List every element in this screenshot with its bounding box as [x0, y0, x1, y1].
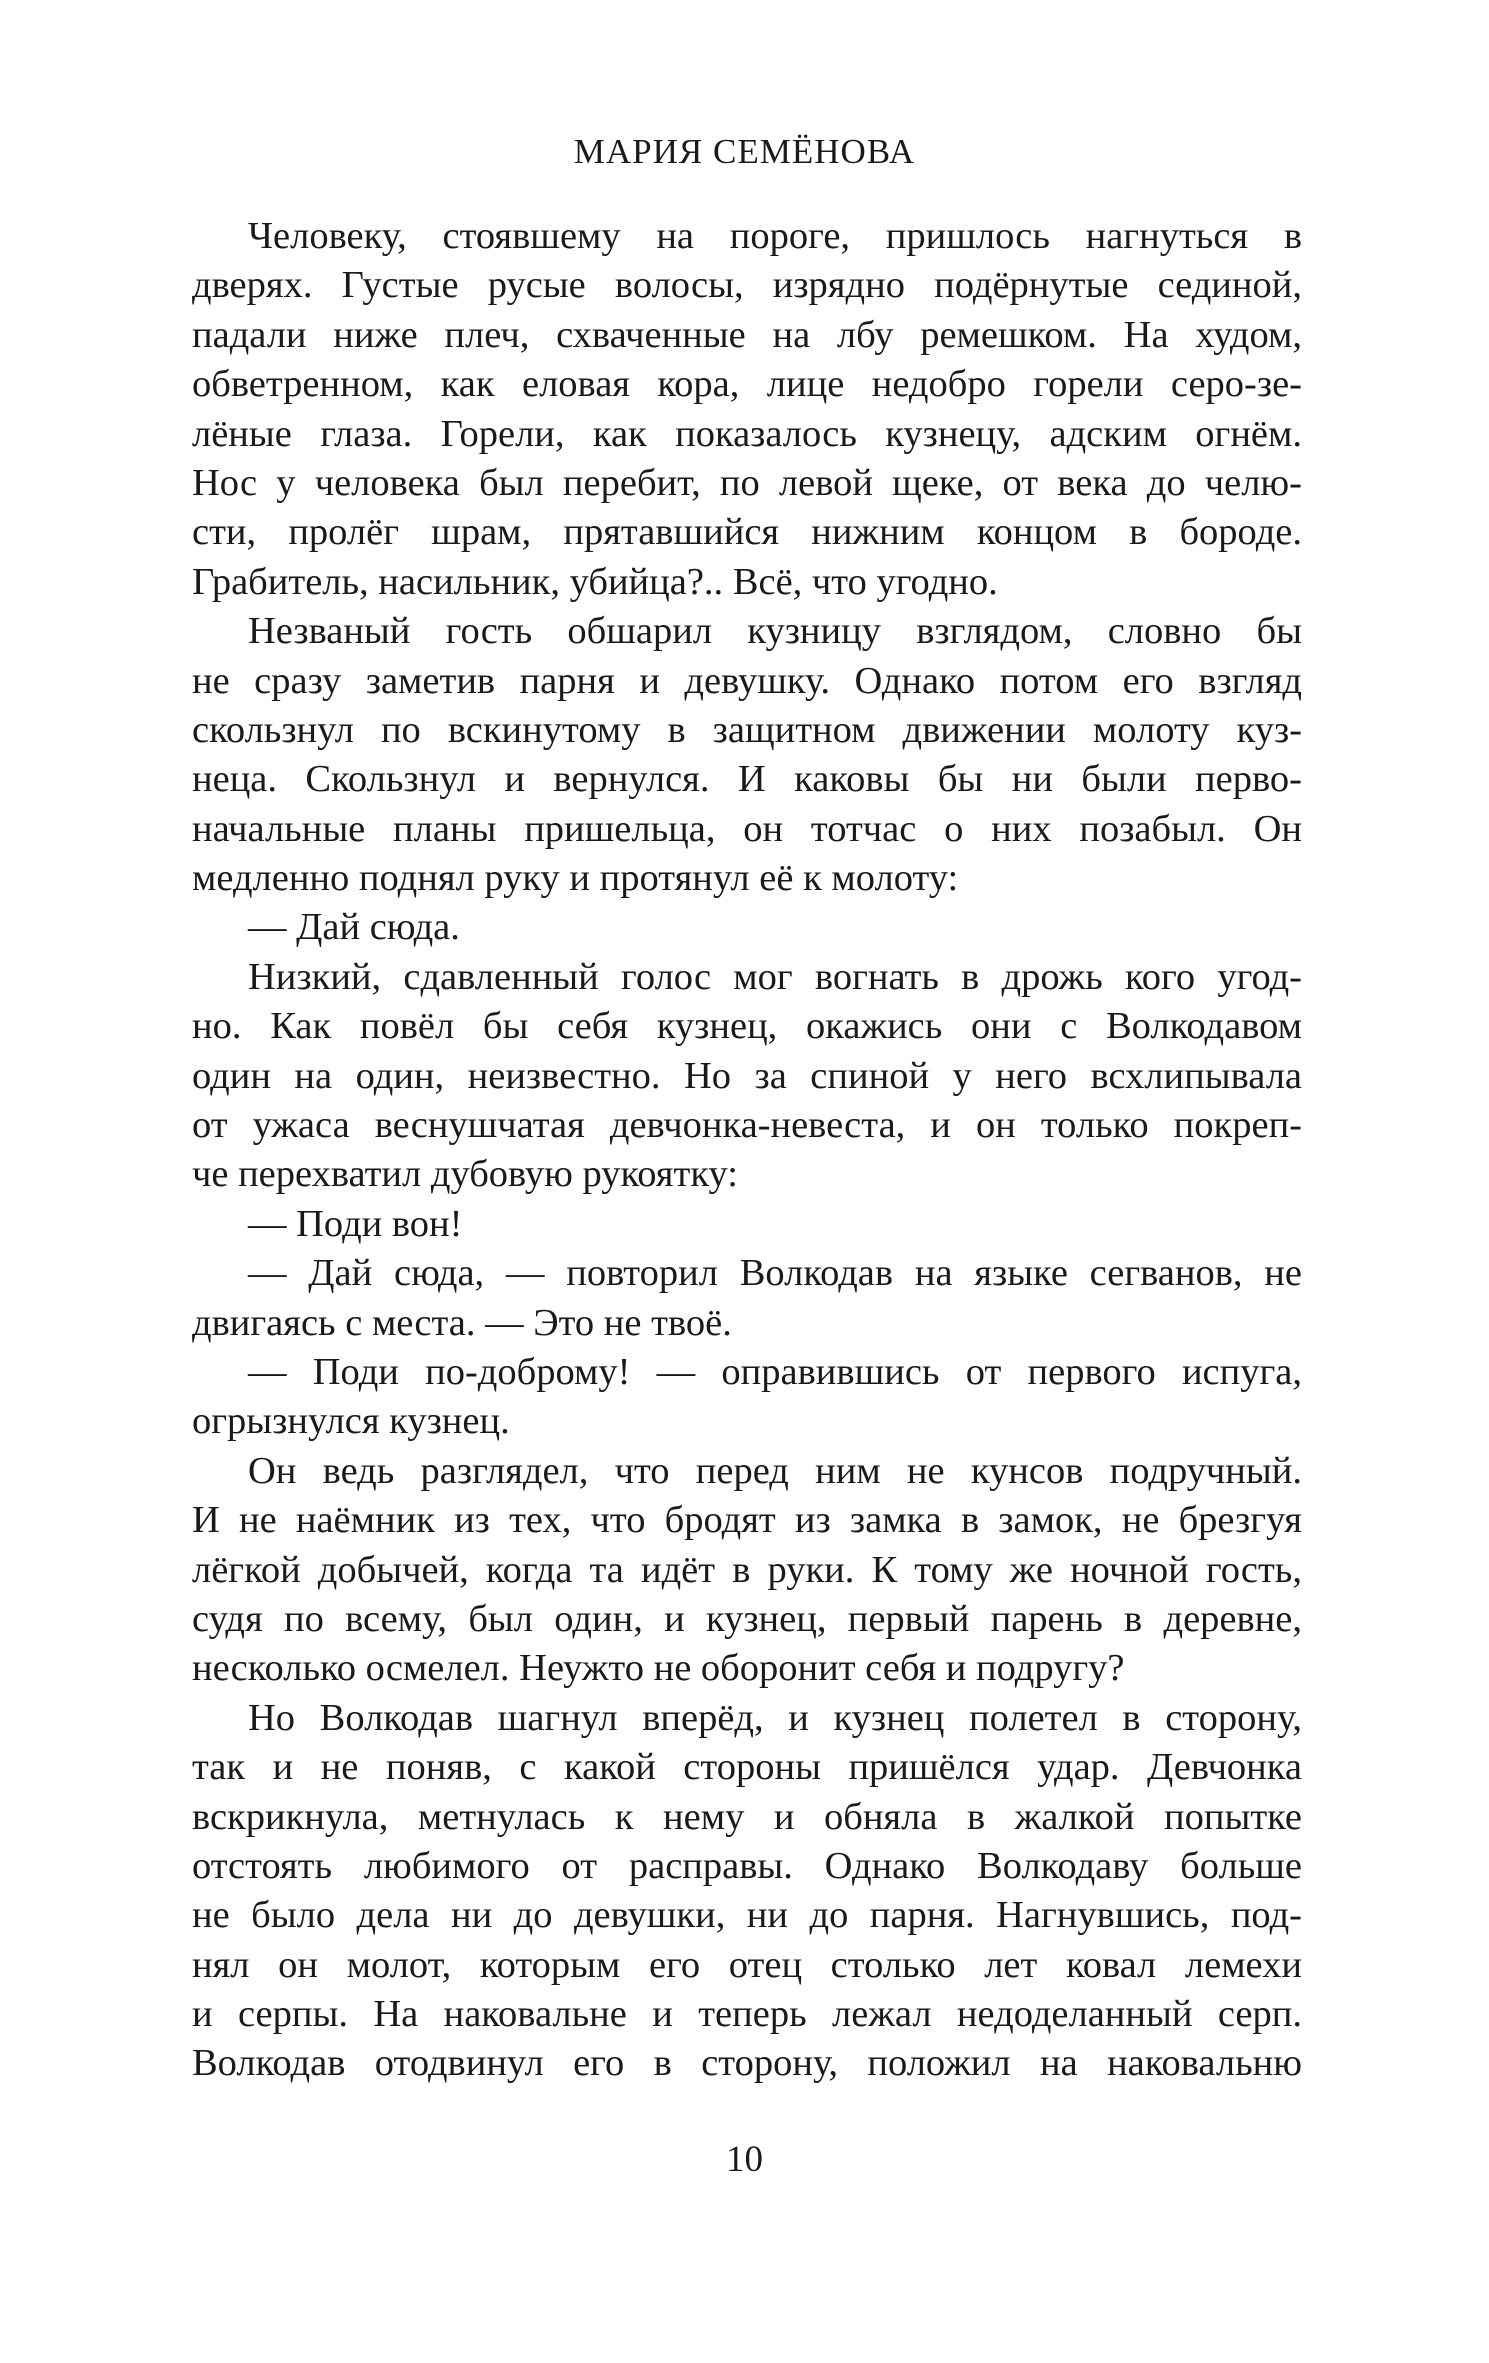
text-line: обветренном, как еловая кора, лице недобро горели серо-зе- — [192, 363, 1302, 406]
text-line: не было дела ни до девушки, ни до парня. Нагнувшись, под- — [192, 1894, 1302, 1937]
text-line: не сразу заметив парня и девушку. Однако потом его взгляд — [192, 659, 1302, 702]
text-line: — Дай сюда. — [248, 906, 460, 949]
text-line: неца. Скользнул и вернулся. И каковы бы ни были перво- — [192, 758, 1302, 801]
text-line: — Поди по-доброму! — оправившись от первого испуга, — [248, 1350, 1302, 1393]
text-line: — Поди вон! — [248, 1202, 463, 1245]
text-line: лёные глаза. Горели, как показалось кузнецу, адским огнём. — [192, 412, 1302, 455]
text-line: падали ниже плеч, схваченные на лбу ремешком. На худом, — [192, 313, 1302, 356]
text-line: но. Как повёл бы себя кузнец, окажись они с Волкодавом — [192, 1005, 1302, 1048]
text-line: Человеку, стоявшему на пороге, пришлось нагнуться в — [248, 215, 1302, 257]
text-line: один на один, неизвестно. Но за спиной у него всхлипывала — [192, 1054, 1302, 1097]
text-line: судя по всему, был один, и кузнец, первый парень в деревне, — [192, 1597, 1302, 1640]
text-line: — Дай сюда, — повторил Волкодав на языке сегванов, не — [248, 1252, 1302, 1295]
text-line: вскрикнула, метнулась к нему и обняла в жалкой попытке — [192, 1795, 1302, 1838]
text-line: начальные планы пришельца, он тотчас о них позабыл. Он — [192, 807, 1302, 850]
page-number: 10 — [726, 2139, 763, 2180]
text-line: И не наёмник из тех, что бродят из замка в замок, не брезгуя — [192, 1499, 1302, 1542]
body-text — [192, 212, 1302, 2147]
text-line: и серпы. На наковальне и теперь лежал недоделанный серп. — [192, 1993, 1302, 2036]
text-line: Он ведь разглядел, что перед ним не кунсов подручный. — [248, 1449, 1302, 1492]
text-line: огрызнулся кузнец. — [192, 1400, 510, 1443]
running-head-author: МАРИЯ СЕМЁНОВА — [573, 132, 916, 171]
text-line: нял он молот, которым его отец столько лет ковал лемехи — [192, 1943, 1302, 1986]
text-line: че перехватил дубовую рукоятку: — [192, 1153, 738, 1196]
text-line: так и не поняв, с какой стороны пришёлся удар. Девчонка — [192, 1746, 1302, 1789]
text-line: двигаясь с места. — Это не твоё. — [192, 1301, 732, 1344]
text-line: Нос у человека был перебит, по левой щеке, от века до челю- — [192, 461, 1302, 504]
text-line: Грабитель, насильник, убийца?.. Всё, что угодно. — [192, 560, 998, 603]
text-line: дверях. Густые русые волосы, изрядно подёрнутые сединой, — [192, 264, 1302, 307]
text-line: Волкодав отодвинул его в сторону, положил на наковальню — [192, 2042, 1302, 2085]
text-line: скользнул по вскинутому в защитном движении молоту куз- — [192, 708, 1302, 751]
text-line: Но Волкодав шагнул вперёд, и кузнец полетел в сторону, — [248, 1696, 1302, 1739]
text-line: Низкий, сдавленный голос мог вогнать в дрожь кого угод- — [248, 955, 1302, 998]
text-line: отстоять любимого от расправы. Однако Волкодаву больше — [192, 1844, 1302, 1887]
text-line: сти, пролёг шрам, прятавшийся нижним концом в бороде. — [192, 511, 1302, 554]
text-line: лёгкой добычей, когда та идёт в руки. К тому же ночной гость, — [192, 1548, 1302, 1591]
text-line: несколько осмелел. Неужто не оборонит себя и подругу? — [192, 1647, 1125, 1690]
text-line: от ужаса веснушчатая девчонка-невеста, и он только покреп- — [192, 1104, 1302, 1147]
text-line: Незваный гость обшарил кузницу взглядом, словно бы — [248, 610, 1302, 653]
text-line: медленно поднял руку и протянул её к молоту: — [192, 857, 959, 900]
